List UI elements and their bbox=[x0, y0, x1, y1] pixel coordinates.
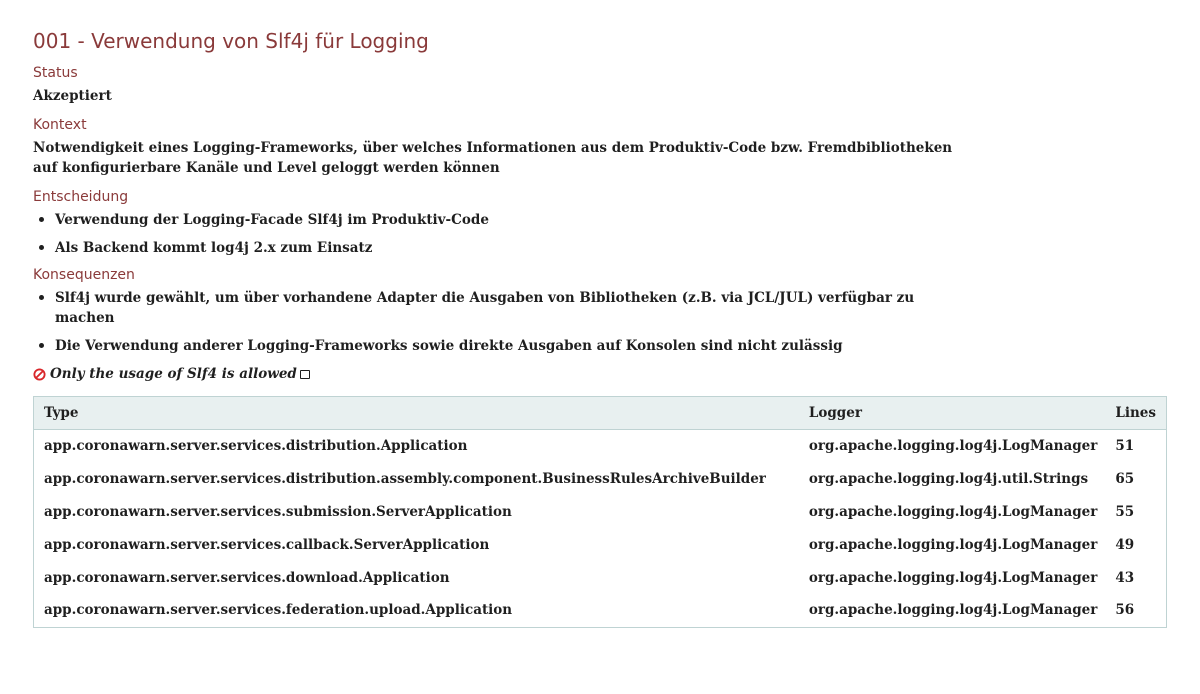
type-cell: app.coronawarn.server.services.federation.upload.Application bbox=[44, 602, 513, 619]
list-item-text: Als Backend kommt log4j 2.x zum Einsatz bbox=[55, 240, 373, 256]
list-item bbox=[33, 336, 955, 356]
list-item bbox=[33, 210, 955, 230]
list-item bbox=[33, 288, 955, 328]
decision-section bbox=[33, 188, 1167, 258]
status-value: Akzeptiert bbox=[33, 88, 112, 104]
logger-cell: org.apache.logging.log4j.LogManager bbox=[808, 569, 1098, 586]
context-heading: Kontext bbox=[33, 117, 87, 133]
box-icon[interactable] bbox=[300, 370, 310, 379]
lines-cell: 51 bbox=[1115, 438, 1135, 455]
type-cell: app.coronawarn.server.services.distribution.assembly.component.BusinessRulesArchiveBuilder bbox=[44, 471, 766, 488]
page-title: 001 - Verwendung von Slf4j für Logging bbox=[33, 29, 429, 53]
logger-cell: org.apache.logging.log4j.LogManager bbox=[808, 438, 1098, 455]
context-text bbox=[33, 138, 1167, 178]
column-header-logger: Logger bbox=[799, 397, 1108, 430]
lines-cell: 49 bbox=[1115, 536, 1135, 553]
table-header-row bbox=[34, 397, 1167, 430]
prohibited-icon bbox=[33, 368, 46, 381]
bullet-icon bbox=[39, 295, 44, 300]
logger-cell: org.apache.logging.log4j.LogManager bbox=[808, 602, 1098, 619]
context-section bbox=[33, 116, 1167, 178]
status-heading: Status bbox=[33, 65, 78, 81]
consequences-heading: Konsequenzen bbox=[33, 267, 135, 283]
decision-heading: Entscheidung bbox=[33, 189, 129, 205]
consequences-section bbox=[33, 266, 1167, 356]
column-header-type: Type bbox=[34, 397, 799, 430]
bullet-icon bbox=[39, 217, 44, 222]
logger-cell: org.apache.logging.log4j.LogManager bbox=[808, 536, 1098, 553]
bullet-icon bbox=[39, 343, 44, 348]
decision-list bbox=[33, 210, 1167, 258]
context-line: Notwendigkeit eines Logging-Frameworks, über welches Informationen aus dem Produktiv-Code bzw. Fremdbibliotheken bbox=[33, 140, 953, 156]
logger-cell: org.apache.logging.log4j.LogManager bbox=[808, 503, 1098, 520]
table-row bbox=[34, 561, 1167, 594]
violations-table bbox=[33, 396, 1167, 628]
list-item-text: Slf4j wurde gewählt, um über vorhandene Adapter die Ausgaben von Bibliotheken (z.B. via JCL/JUL) verfügbar zu machen bbox=[55, 290, 915, 326]
lines-cell: 43 bbox=[1115, 569, 1135, 586]
lines-cell: 55 bbox=[1115, 503, 1135, 520]
table-row bbox=[34, 528, 1167, 561]
type-cell: app.coronawarn.server.services.submission.ServerApplication bbox=[44, 503, 512, 520]
context-line: auf konfigurierbare Kanäle und Level geloggt werden können bbox=[33, 160, 500, 176]
list-item-text: Verwendung der Logging-Facade Slf4j im Produktiv-Code bbox=[55, 212, 489, 228]
table-row bbox=[34, 463, 1167, 496]
table-row bbox=[34, 496, 1167, 529]
table-row bbox=[34, 430, 1167, 463]
consequences-list bbox=[33, 288, 1167, 356]
type-cell: app.coronawarn.server.services.callback.ServerApplication bbox=[44, 536, 490, 553]
list-item bbox=[33, 238, 955, 258]
rule-result bbox=[33, 364, 1167, 384]
status-section bbox=[33, 64, 1167, 106]
rule-text: Only the usage of Slf4 is allowed bbox=[50, 366, 297, 382]
logger-cell: org.apache.logging.log4j.util.Strings bbox=[808, 471, 1089, 488]
lines-cell: 56 bbox=[1115, 602, 1135, 619]
type-cell: app.coronawarn.server.services.download.Application bbox=[44, 569, 450, 586]
column-header-lines: Lines bbox=[1107, 397, 1166, 430]
list-item-text: Die Verwendung anderer Logging-Frameworks sowie direkte Ausgaben auf Konsolen sind nicht zulässig bbox=[55, 338, 843, 354]
bullet-icon bbox=[39, 245, 44, 250]
lines-cell: 65 bbox=[1115, 471, 1135, 488]
table-row bbox=[34, 594, 1167, 627]
type-cell: app.coronawarn.server.services.distribution.Application bbox=[44, 438, 468, 455]
